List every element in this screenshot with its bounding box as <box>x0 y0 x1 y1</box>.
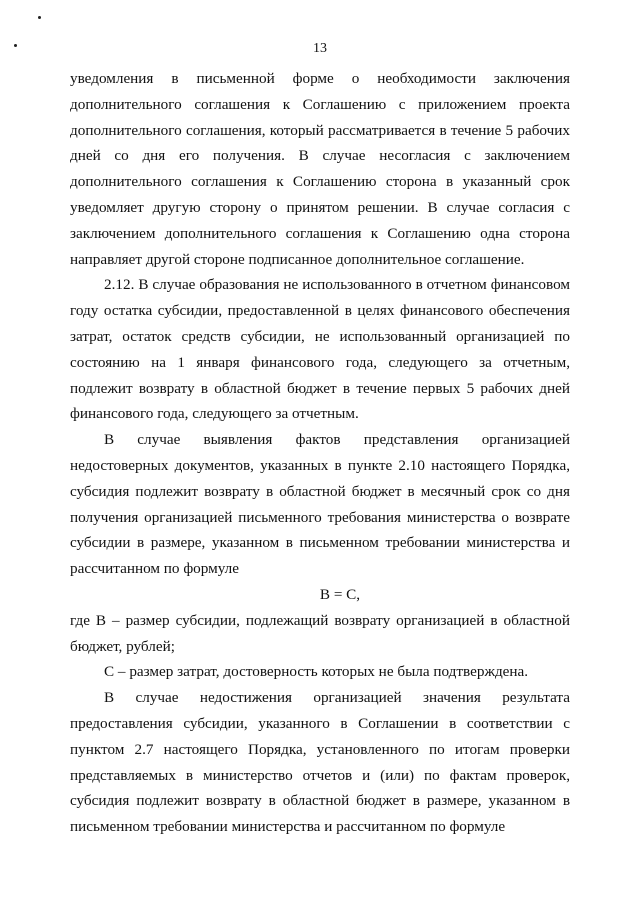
formula-where-c: C – размер затрат, достоверность которых не была подтверждена. <box>104 663 529 681</box>
scan-speck <box>38 16 41 19</box>
paragraph-false-documents: В случае выявления фактов представления организацией недостоверных документов, указанных в пункте 2.10 настоящего Порядка, субсидия подлежит возврату в областной бюджет в месячный срок со дня получения организацией письменного требования министерства о возврате субсидии в размере, указанном в письменном требовании министерства и рассчитанном по формуле <box>70 431 570 578</box>
page-number: 13 <box>313 41 327 56</box>
paragraph-not-achieved: В случае недостижения организацией значения результата предоставления субсидии, указанного в Соглашении в соответствии с пунктом 2.7 настоящего Порядка, установленного по итогам проверки представляемых в министерство отчетов и (или) по фактам проверок, субсидия подлежит возврату в областной бюджет в размере, указанном в письменном требовании министерства и рассчитанном по формуле <box>70 689 570 836</box>
formula-where-b: где B – размер субсидии, подлежащий возврату организацией в областной бюджет, рублей; <box>70 611 570 655</box>
formula: B = C, <box>319 585 361 603</box>
paragraph-2-12: 2.12. В случае образования не использованного в отчетном финансовом году остатка субсидии, предоставленной в целях финансового обеспечения затрат, остаток средств субсидии, не использованный организацией по состоянию на 1 января финансового года, следующего за отчетным, подлежит возврату в областной бюджет в течение первых 5 рабочих дней финансового года, следующего за отчетным. <box>70 276 570 423</box>
document-body <box>70 66 570 840</box>
paragraph-continuation: уведомления в письменной форме о необходимости заключения дополнительного соглашения к Соглашению с приложением проекта дополнительного соглашения, который рассматривается в течение 5 рабочих дней со дня его получения. В случае несогласия с заключением дополнительного соглашения к Соглашению сторона в указанный срок уведомляет другую сторону о принятом решении. В случае согласия с заключением дополнительного соглашения к Соглашению одна сторона направляет другой стороне подписанное дополнительное соглашение. <box>70 70 570 268</box>
